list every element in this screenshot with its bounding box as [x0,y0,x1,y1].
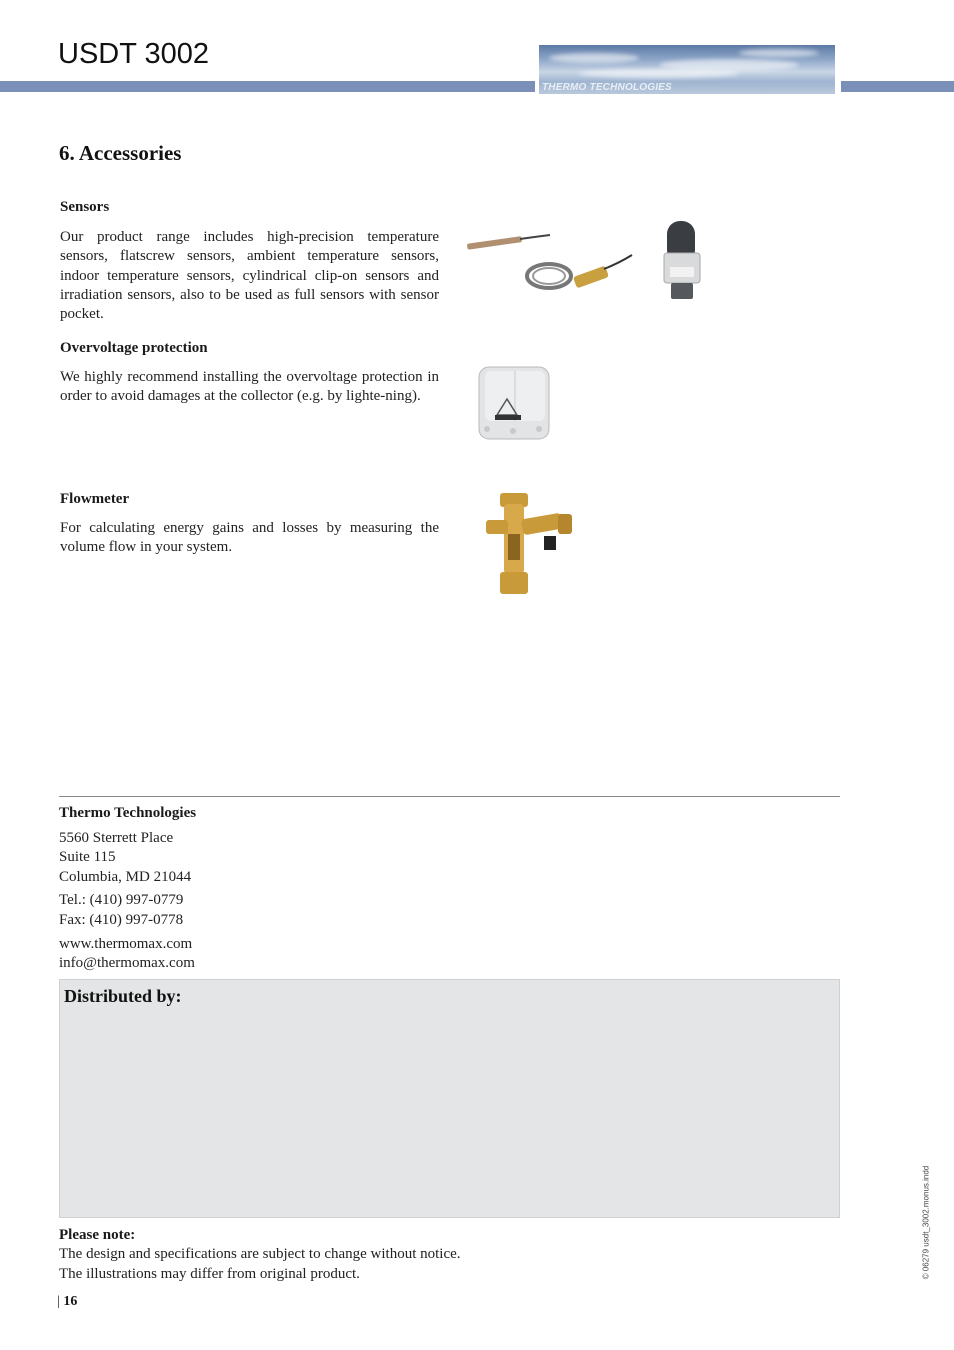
address-city: Columbia, MD 21044 [59,869,192,885]
address-street: 5560 Sterrett Place [59,830,174,846]
sensors-heading: Sensors [60,199,110,215]
flowmeter-text: For calculating energy gains and losses by measuring the volume flow in your system. [60,520,439,556]
page-number-value: 16 [63,1294,78,1309]
company-name: Thermo Technologies [59,805,197,821]
header-bar-right [841,81,954,92]
banner-text: THERMO TECHNOLOGIES [542,82,672,93]
flowmeter-image [484,490,578,598]
file-side-note: © 06279 usdt_3002.monus.indd [921,1165,931,1280]
header-banner [539,45,835,94]
contact-fax: Fax: (410) 997-0778 [59,912,184,928]
page-number [57,1294,77,1310]
contact-tel: Tel.: (410) 997-0779 [59,892,184,908]
divider-rule [59,796,840,797]
sensors-text: Our product range includes high-precision temperature sensors, flatscrew sensors, ambient temperature sensors, indoor temperature sensors, cylindrical clip-on sensors and irradiation sensors, also to be used as full sensors with sensor pocket. [60,229,439,323]
note-line-1: The design and specifications are subject to change without notice. [59,1246,461,1262]
contact-email[interactable]: info@thermomax.com [59,955,195,971]
sensors-image [464,213,714,308]
header-bar-left [0,81,535,92]
note-label: Please note: [59,1227,136,1243]
distributed-by-label: Distributed by: [64,986,182,1006]
flowmeter-heading: Flowmeter [60,491,130,507]
note-line-2: The illustrations may differ from original product. [59,1266,360,1282]
overvoltage-box-image [473,363,555,445]
distributed-by-box [59,979,840,1218]
address-suite: Suite 115 [59,849,116,865]
contact-website[interactable]: www.thermomax.com [59,936,193,952]
section-title: 6. Accessories [59,141,182,165]
overvoltage-text: We highly recommend installing the overvoltage protection in order to avoid damages at the collector (e.g. by lighte-ning). [60,369,439,405]
document-title: USDT 3002 [58,38,209,70]
page-number-prefix: | [57,1294,64,1309]
overvoltage-heading: Overvoltage protection [60,340,208,356]
